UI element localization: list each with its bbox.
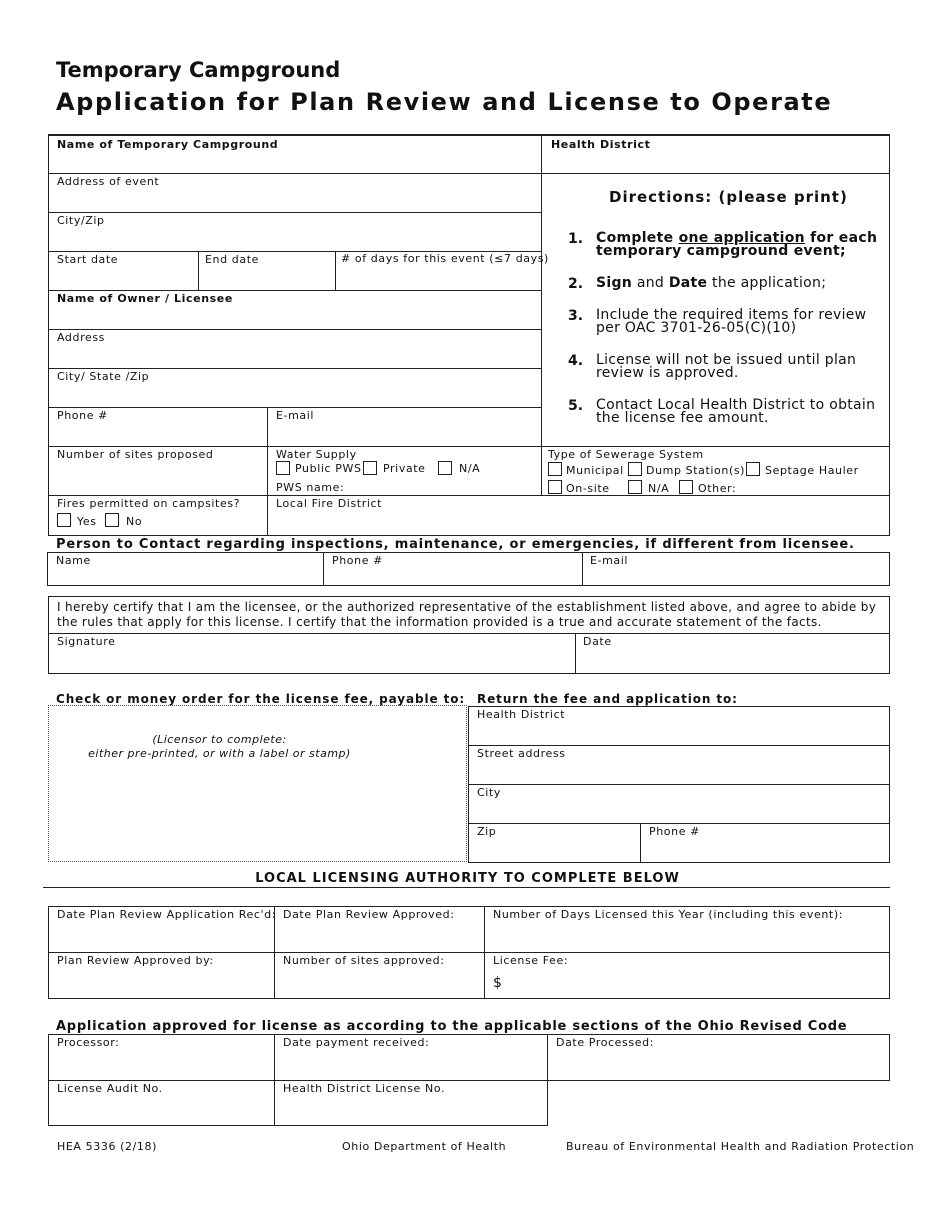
check-heading: Check or money order for the license fee, payable to: [56,692,466,706]
dump-station-checkbox[interactable] [628,462,642,476]
processor-field[interactable] [50,1052,272,1078]
owner-city-state-zip-field[interactable] [50,385,538,405]
district-license-label: Health District License No. [283,1082,446,1095]
owner-address-label: Address [57,331,106,344]
contact-name-field[interactable] [49,568,321,583]
plan-approved-label: Date Plan Review Approved: [283,908,455,921]
onsite-checkbox[interactable] [548,480,562,494]
fires-label: Fires permitted on campsites? [57,497,241,510]
license-fee-label: License Fee: [493,954,569,967]
owner-name-field[interactable] [50,307,538,327]
signature-field[interactable] [50,650,573,671]
owner-city-state-zip-label: City/ State /Zip [57,370,150,383]
sites-proposed-field[interactable] [50,463,265,493]
onsite-label: On-site [566,482,610,495]
direction-number: 3. [568,308,584,324]
other-sewerage-checkbox[interactable] [679,480,693,494]
sites-approved-field[interactable] [276,970,482,996]
event-days-field[interactable] [337,268,539,288]
fire-district-field[interactable] [270,512,887,533]
days-licensed-label: Number of Days Licensed this Year (including this event): [493,908,844,921]
days-licensed-field[interactable] [486,924,887,950]
end-date-field[interactable] [200,268,333,288]
direction-item-2: Sign and Date the application; [596,275,827,291]
district-license-field[interactable] [276,1098,545,1123]
event-address-label: Address of event [57,175,160,188]
licensor-stamp-box [48,705,467,862]
owner-name-label: Name of Owner / Licensee [57,292,233,305]
event-address-field[interactable] [50,190,538,210]
campground-name-field[interactable] [50,152,538,170]
owner-phone-field[interactable] [50,424,265,444]
approval-heading: Application approved for license as according to the applicable sections of the Ohio Revised Code [56,1019,848,1034]
date-processed-label: Date Processed: [556,1036,654,1049]
event-days-label: # of days for this event (≤7 days) [341,252,549,265]
contact-email-label: E-mail [590,554,629,567]
payment-received-label: Date payment received: [283,1036,430,1049]
municipal-label: Municipal [566,464,624,477]
authority-divider [43,887,890,888]
contact-heading: Person to Contact regarding inspections, maintenance, or emergencies, if different from licensee. [56,537,855,552]
date-processed-field[interactable] [549,1052,887,1078]
return-phone-field[interactable] [642,840,887,860]
return-city-label: City [477,786,501,799]
start-date-field[interactable] [50,268,196,288]
directions-title: Directions: (please print) [609,188,848,206]
payment-received-field[interactable] [276,1052,545,1078]
department-name: Ohio Department of Health [342,1140,507,1153]
water-na-checkbox[interactable] [438,461,452,475]
form-title: Application for Plan Review and License to Operate [56,88,833,116]
water-na-label: N/A [459,462,481,475]
start-date-label: Start date [57,253,119,266]
owner-email-field[interactable] [270,424,538,444]
audit-number-label: License Audit No. [57,1082,163,1095]
fires-no-checkbox[interactable] [105,513,119,527]
septage-hauler-checkbox[interactable] [746,462,760,476]
end-date-label: End date [205,253,260,266]
event-city-zip-label: City/Zip [57,214,105,227]
signature-date-field[interactable] [577,650,887,671]
certification-text: I hereby certify that I am the licensee, or the authorized representative of the establishment listed above, and agree to abide by the rules that apply for this license. I certify that the information provided is a true and accurate statement of the facts. [57,600,877,629]
return-street-field[interactable] [470,762,887,782]
private-water-label: Private [383,462,426,475]
private-water-checkbox[interactable] [363,461,377,475]
water-supply-label: Water Supply [276,448,357,461]
sites-approved-label: Number of sites approved: [283,954,445,967]
return-zip-field[interactable] [470,840,638,860]
processor-label: Processor: [57,1036,120,1049]
event-city-zip-field[interactable] [50,229,538,249]
return-health-district-label: Health District [477,708,566,721]
fires-no-label: No [126,515,143,528]
contact-phone-field[interactable] [325,568,580,583]
contact-name-label: Name [56,554,91,567]
fires-yes-label: Yes [77,515,97,528]
authority-heading: LOCAL LICENSING AUTHORITY TO COMPLETE BELOW [255,871,680,886]
pws-name-field[interactable] [340,480,538,494]
signature-date-label: Date [583,635,612,648]
return-phone-label: Phone # [649,825,700,838]
sewerage-label: Type of Sewerage System [548,448,704,461]
municipal-checkbox[interactable] [548,462,562,476]
approved-by-label: Plan Review Approved by: [57,954,214,967]
return-city-field[interactable] [470,801,887,821]
pws-name-label: PWS name: [276,481,345,494]
owner-email-label: E-mail [276,409,315,422]
public-pws-label: Public PWS [295,462,362,475]
plan-received-label: Date Plan Review Application Rec'd: [57,908,277,921]
return-health-district-field[interactable] [470,723,887,743]
fire-district-label: Local Fire District [276,497,383,510]
sewerage-na-checkbox[interactable] [628,480,642,494]
dump-station-label: Dump Station(s) [646,464,746,477]
direction-item-3: Include the required items for review per OAC 3701-26-05(C)(10) [596,307,867,336]
direction-number: 5. [568,398,584,414]
direction-item-4: License will not be issued until plan review is approved. [596,352,857,381]
audit-number-field[interactable] [50,1098,272,1123]
campground-name-label: Name of Temporary Campground [57,138,279,151]
return-heading: Return the fee and application to: [477,692,738,706]
direction-number: 4. [568,353,584,369]
approved-by-field[interactable] [50,970,272,996]
septage-hauler-label: Septage Hauler [765,464,859,477]
licensor-note: (Licensor to complete: either pre-printed, or with a label or stamp) [88,733,351,760]
direction-number: 1. [568,231,584,247]
public-pws-checkbox[interactable] [276,461,290,475]
dollar-sign: $ [493,975,502,991]
direction-item-5: Contact Local Health District to obtain the license fee amount. [596,397,876,426]
return-street-label: Street address [477,747,566,760]
plan-received-field[interactable] [50,924,272,950]
form-id: HEA 5336 (2/18) [57,1140,158,1153]
fires-yes-checkbox[interactable] [57,513,71,527]
bureau-name: Bureau of Environmental Health and Radiation Protection [566,1140,915,1153]
direction-number: 2. [568,276,584,292]
sewerage-na-label: N/A [648,482,670,495]
form-subtitle: Temporary Campground [56,58,341,82]
signature-label: Signature [57,635,116,648]
direction-item-1: Complete one application for each temporary campground event; [596,230,878,259]
contact-email-field[interactable] [584,568,887,583]
license-fee-field[interactable] [506,972,887,996]
health-district-label: Health District [551,138,651,151]
contact-phone-label: Phone # [332,554,383,567]
sites-proposed-label: Number of sites proposed [57,448,214,461]
other-sewerage-label: Other: [698,482,737,495]
plan-approved-field[interactable] [276,924,482,950]
health-district-field[interactable] [544,152,887,170]
owner-phone-label: Phone # [57,409,108,422]
owner-address-field[interactable] [50,346,538,366]
return-zip-label: Zip [477,825,497,838]
